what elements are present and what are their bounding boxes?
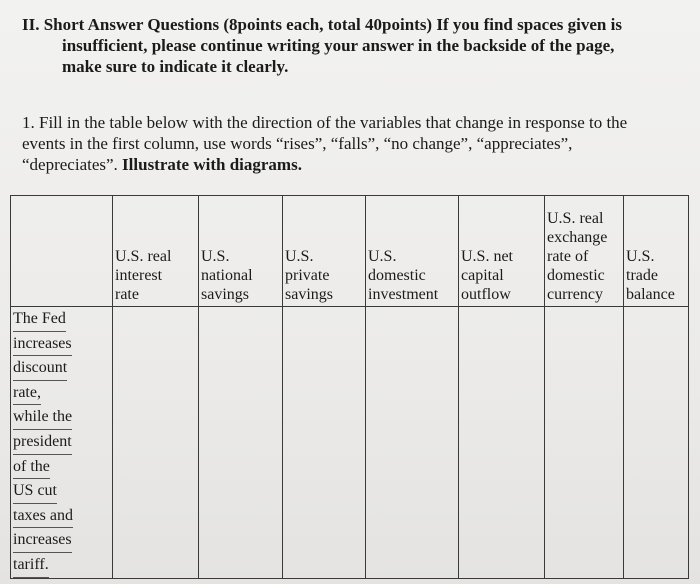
answer-cell-domestic-investment[interactable] bbox=[366, 307, 459, 579]
row-label-line: The Fed bbox=[13, 307, 66, 332]
header-line: rate bbox=[115, 286, 139, 303]
question-1-line-3 bbox=[22, 154, 692, 175]
column-header-national-savings bbox=[199, 196, 283, 307]
header-line: investment bbox=[368, 286, 439, 303]
answer-cell-trade-balance[interactable] bbox=[624, 307, 689, 579]
table-corner-cell bbox=[11, 196, 113, 307]
question-1 bbox=[22, 112, 692, 175]
header-line: exchange bbox=[547, 229, 608, 246]
answer-cell-net-capital-outflow[interactable] bbox=[459, 307, 545, 579]
header-line: trade bbox=[626, 267, 658, 284]
header-line: savings bbox=[201, 286, 249, 303]
header-line: currency bbox=[547, 286, 603, 303]
answer-cell-real-exchange-rate[interactable] bbox=[545, 307, 624, 579]
header-line: U.S. real bbox=[547, 210, 604, 227]
column-header-domestic-investment bbox=[366, 196, 459, 307]
row-label-line: tariff. bbox=[13, 553, 49, 578]
answer-cell-private-savings[interactable] bbox=[283, 307, 366, 579]
header-line: U.S. net bbox=[461, 248, 513, 265]
header-line: savings bbox=[285, 286, 333, 303]
header-line: interest bbox=[115, 267, 163, 284]
row-label-line: president bbox=[13, 430, 72, 455]
header-line: U.S. bbox=[285, 248, 314, 265]
question-1-line-2: events in the first column, use words “rises”, “falls”, “no change”, “appreciates”, bbox=[22, 134, 573, 153]
section-instruction-line-2: insufficient, please continue writing your answer in the backside of the page, bbox=[62, 36, 615, 55]
row-label-line: increases bbox=[13, 528, 72, 553]
answer-table bbox=[10, 195, 689, 579]
header-line: domestic bbox=[547, 267, 605, 284]
table-row bbox=[11, 307, 689, 579]
row-label-line: taxes and bbox=[13, 504, 73, 529]
row-label-line: US cut bbox=[13, 479, 57, 504]
header-line: U.S. real bbox=[115, 248, 172, 265]
row-label-line: while the bbox=[13, 405, 72, 430]
row-label-line: discount bbox=[13, 356, 67, 381]
header-line: balance bbox=[626, 286, 675, 303]
column-header-trade-balance bbox=[624, 196, 689, 307]
column-header-private-savings bbox=[283, 196, 366, 307]
row-label-line: rate, bbox=[13, 381, 41, 406]
header-line: domestic bbox=[368, 267, 426, 284]
header-line: U.S. bbox=[626, 248, 655, 265]
header-line: national bbox=[201, 267, 253, 284]
header-line: rate of bbox=[547, 248, 589, 265]
answer-table-wrapper bbox=[10, 195, 700, 573]
section-instruction-line-3: make sure to indicate it clearly. bbox=[62, 57, 289, 76]
column-header-real-exchange-rate bbox=[545, 196, 624, 307]
section-header bbox=[22, 14, 682, 77]
row-label-line: increases bbox=[13, 332, 72, 357]
header-line: outflow bbox=[461, 286, 511, 303]
table-header-row bbox=[11, 196, 689, 307]
question-1-instruction-bold: Illustrate with diagrams. bbox=[122, 155, 302, 174]
header-line: capital bbox=[461, 267, 504, 284]
answer-cell-national-savings[interactable] bbox=[199, 307, 283, 579]
header-line: private bbox=[285, 267, 330, 284]
section-title: II. Short Answer Questions (8points each, total 40points) If you find spaces given is bbox=[22, 15, 622, 34]
question-1-line-3-text: “depreciates”. bbox=[22, 155, 123, 174]
column-header-net-capital-outflow bbox=[459, 196, 545, 307]
row-label-line: of the bbox=[13, 455, 50, 480]
header-line: U.S. bbox=[201, 248, 230, 265]
header-line: U.S. bbox=[368, 248, 397, 265]
column-header-real-interest-rate bbox=[113, 196, 199, 307]
question-1-line-1: 1. Fill in the table below with the direction of the variables that change in response to the bbox=[22, 113, 628, 132]
row-label-fed-policy bbox=[11, 307, 113, 579]
answer-cell-real-interest-rate[interactable] bbox=[113, 307, 199, 579]
